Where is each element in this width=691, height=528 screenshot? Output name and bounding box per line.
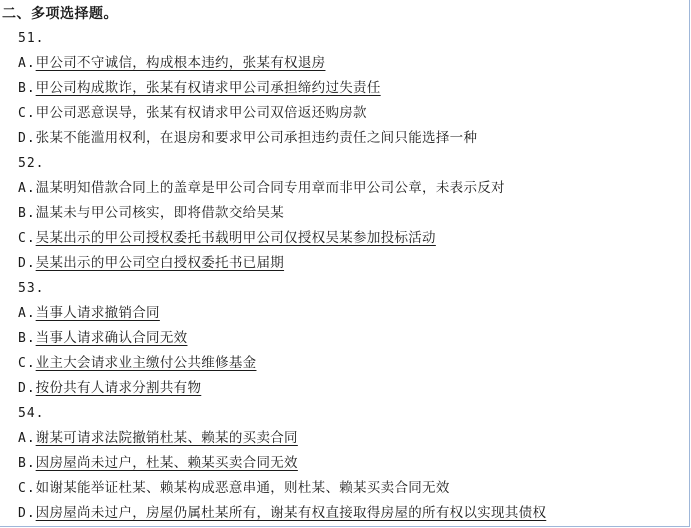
option-text: 甲公司恶意误导，张某有权请求甲公司双倍返还购房款: [35, 105, 367, 121]
answer-option: [18, 301, 687, 326]
option-text: 吴某出示的甲公司空白授权委托书已届期: [35, 255, 285, 271]
option-letter: A.: [18, 181, 36, 196]
answer-option: [18, 76, 687, 101]
answer-option: [18, 501, 687, 526]
option-letter: C.: [18, 481, 36, 496]
option-text: 甲公司不守诚信，构成根本违约，张某有权退房: [35, 55, 326, 71]
answer-option: [18, 426, 687, 451]
answer-option: [18, 451, 687, 476]
answer-option: [18, 201, 687, 226]
option-text: 张某不能滥用权利，在退房和要求甲公司承担违约责任之间只能选择一种: [35, 130, 478, 146]
option-letter: A.: [18, 56, 36, 71]
answer-option: [18, 126, 687, 151]
option-text: 甲公司构成欺诈，张某有权请求甲公司承担缔约过失责任: [35, 80, 381, 96]
option-text: 温某明知借款合同上的盖章是甲公司合同专用章而非甲公司公章，未表示反对: [35, 180, 505, 196]
option-text: 按份共有人请求分割共有物: [35, 380, 202, 396]
answer-option: [18, 476, 687, 501]
option-text: 当事人请求确认合同无效: [35, 330, 188, 346]
option-letter: B.: [18, 456, 36, 471]
question-number: 51.: [18, 31, 45, 46]
answer-option: [18, 51, 687, 76]
option-letter: D.: [18, 256, 36, 271]
option-text: 温某未与甲公司核实，即将借款交给吴某: [35, 205, 285, 221]
answer-option: [18, 226, 687, 251]
option-text: 谢某可请求法院撤销杜某、赖某的买卖合同: [35, 430, 298, 446]
option-text: 业主大会请求业主缴付公共维修基金: [35, 355, 257, 371]
question-number: 53.: [18, 281, 45, 296]
option-letter: C.: [18, 106, 36, 121]
option-text: 因房屋尚未过户，杜某、赖某买卖合同无效: [35, 455, 298, 471]
option-letter: B.: [18, 81, 36, 96]
option-letter: A.: [18, 306, 36, 321]
exam-document: [2, 2, 687, 526]
option-text: 吴某出示的甲公司授权委托书载明甲公司仅授权吴某参加投标活动: [35, 230, 436, 246]
option-letter: D.: [18, 506, 36, 521]
answer-option: [18, 251, 687, 276]
option-letter: C.: [18, 231, 36, 246]
option-letter: A.: [18, 431, 36, 446]
answer-option: [18, 101, 687, 126]
option-letter: C.: [18, 356, 36, 371]
answer-option: [18, 326, 687, 351]
option-text: 如谢某能举证杜某、赖某构成恶意串通，则杜某、赖某买卖合同无效: [35, 480, 450, 496]
question-number: 52.: [18, 156, 45, 171]
option-letter: D.: [18, 381, 36, 396]
option-letter: D.: [18, 131, 36, 146]
section-title: 二、多项选择题。: [2, 6, 118, 22]
option-text: 因房屋尚未过户，房屋仍属杜某所有，谢某有权直接取得房屋的所有权以实现其债权: [35, 505, 547, 521]
question-number: 54.: [18, 406, 45, 421]
answer-option: [18, 176, 687, 201]
answer-option: [18, 351, 687, 376]
option-letter: B.: [18, 206, 36, 221]
option-text: 当事人请求撤销合同: [35, 305, 160, 321]
answer-option: [18, 376, 687, 401]
option-letter: B.: [18, 331, 36, 346]
